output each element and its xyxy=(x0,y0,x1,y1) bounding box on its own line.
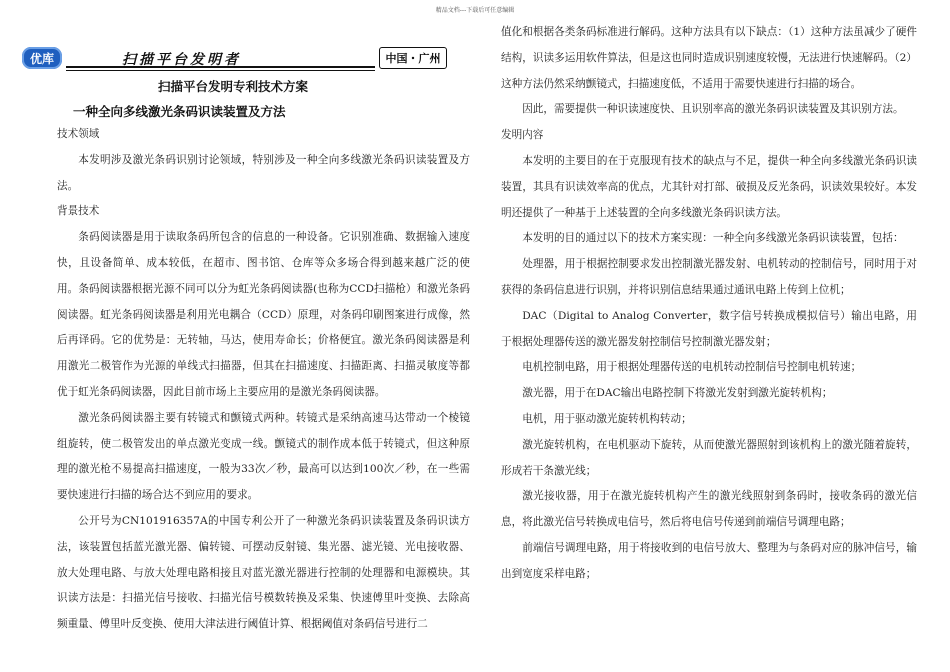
paragraph: 条码阅读器是用于读取条码所包含的信息的一种设备。它识别准确、数据输入速度快，且设备简单、成本较低，在超市、图书馆、仓库等众多场合得到越来越广泛的使用。条码阅读器根据光源不同可以分为虹光条码阅读器(也称为CCD扫描枪）和激光条码阅读器。虹光条码阅读器是利用光电耦合（CCD）原理，对条码印刷图案进行成像，然后再译码。它的优势是：无转轴，马达，使用寿命长；价格便宜。激光条码阅读器是利用激光二极管作为光源的单线式扫描器，但其在扫描速度、扫描距离、扫描灵敏度等都优于虹光条码阅读器，因此目前市场上主要应用的是激光条码阅读器。 xyxy=(57,231,470,398)
paragraph: 前端信号调理电路，用于将接收到的电信号放大、整理为与条码对应的脉冲信号，输出到宽度采样电路； xyxy=(501,541,917,580)
paragraph: 电机，用于驱动激光旋转机构转动； xyxy=(522,412,692,425)
right-column xyxy=(501,20,917,588)
paragraph: 本发明的主要目的在于克服现有技术的缺点与不足，提供一种全向多线激光条码识读装置，其具有识读效率高的优点，尤其针对打部、破损及反光条码，识读效果较好。本发明还提供了一种基于上述装置的全向多线激光条码识读方法。 xyxy=(501,154,917,219)
top-note: 精品文档---下载后可任意编辑 xyxy=(435,7,515,14)
paragraph: 激光旋转机构，在电机驱动下旋转，从而使激光器照射到该机构上的激光随着旋转，形成若干条激光线； xyxy=(501,438,917,477)
page-header xyxy=(22,46,447,72)
section-heading-background: 背景技术 xyxy=(57,205,100,218)
location-badge: 中国・广州 xyxy=(379,47,447,69)
header-rule-thin xyxy=(66,70,375,71)
paragraph: 因此，需要提供一种识读速度快、且识别率高的激光条码识读装置及其识别方法。 xyxy=(522,103,904,116)
paragraph: 电机控制电路，用于根据处理器传送的电机转动控制信号控制电机转速； xyxy=(522,361,862,374)
paragraph: 激光器，用于在DAC输出电路控制下将激光发射到激光旋转机构； xyxy=(522,387,833,400)
document-subtitle: 一种全向多线激光条码识读装置及方法 xyxy=(73,104,286,119)
paragraph: 公开号为CN101916357A的中国专利公开了一种激光条码识读装置及条码识读方法，该装置包括蓝光激光器、偏转镜、可摆动反射镜、集光器、滤光镜、光电接收器、放大处理电路、与放大处理电路相接且对蓝光激光器进行控制的处理器和电源模块。其识读方法是：扫描光信号接收、扫描光信号模数转换及采集、快速傅里叶变换、去除高频重量、傅里叶反变换、使用大津法进行阈值计算、根据阈值对条码信号进行二 xyxy=(57,514,470,631)
paragraph: DAC（Digital to Analog Converter，数字信号转换成模拟信号）输出电路，用于根据处理器传送的激光器发射控制信号控制激光器发射； xyxy=(501,309,917,348)
section-heading-technical-field: 技术领域 xyxy=(57,128,100,140)
left-column xyxy=(57,122,470,638)
paragraph-continued: 值化和根据各类条码标准进行解码。这种方法具有以下缺点：（1）这种方法虽减少了硬件结构，识读多运用软件算法，但是这也同时造成识别速度较慢，无法进行快速解码。（2）这种方法仍然采纳颤镜式，扫描速度低，不适用于需要快速进行扫描的场合。 xyxy=(501,26,917,90)
brand-title: 扫描平台发明者 xyxy=(122,52,241,68)
paragraph: 激光条码阅读器主要有转镜式和颤镜式两种。转镜式是采纳高速马达带动一个棱镜组旋转，使二极管发出的单点激光变成一线。颤镜式的制作成本低于转镜式，但这种原理的激光枪不易提高扫描速度，一般为33次／秒，最高可以达到100次／秒，在一些需要快速进行扫描的场合达不到应用的要求。 xyxy=(57,411,470,502)
paragraph: 激光接收器，用于在激光旋转机构产生的激光线照射到条码时，接收条码的激光信息，将此激光信号转换成电信号，然后将电信号传递到前端信号调理电路； xyxy=(501,490,917,529)
paragraph: 本发明的目的通过以下的技术方案实现：一种全向多线激光条码识读装置，包括： xyxy=(522,232,904,245)
paragraph: 本发明涉及激光条码识别讨论领域，特别涉及一种全向多线激光条码识读装置及方法。 xyxy=(57,153,470,192)
paragraph: 处理器，用于根据控制要求发出控制激光器发射、电机转动的控制信号，同时用于对获得的条码信息进行识别，并将识别信息结果通过通讯电路上传到上位机； xyxy=(501,258,917,296)
brand-logo: 优库 xyxy=(22,47,62,69)
section-heading-summary: 发明内容 xyxy=(501,129,544,142)
document-title: 扫描平台发明专利技术方案 xyxy=(158,79,309,94)
